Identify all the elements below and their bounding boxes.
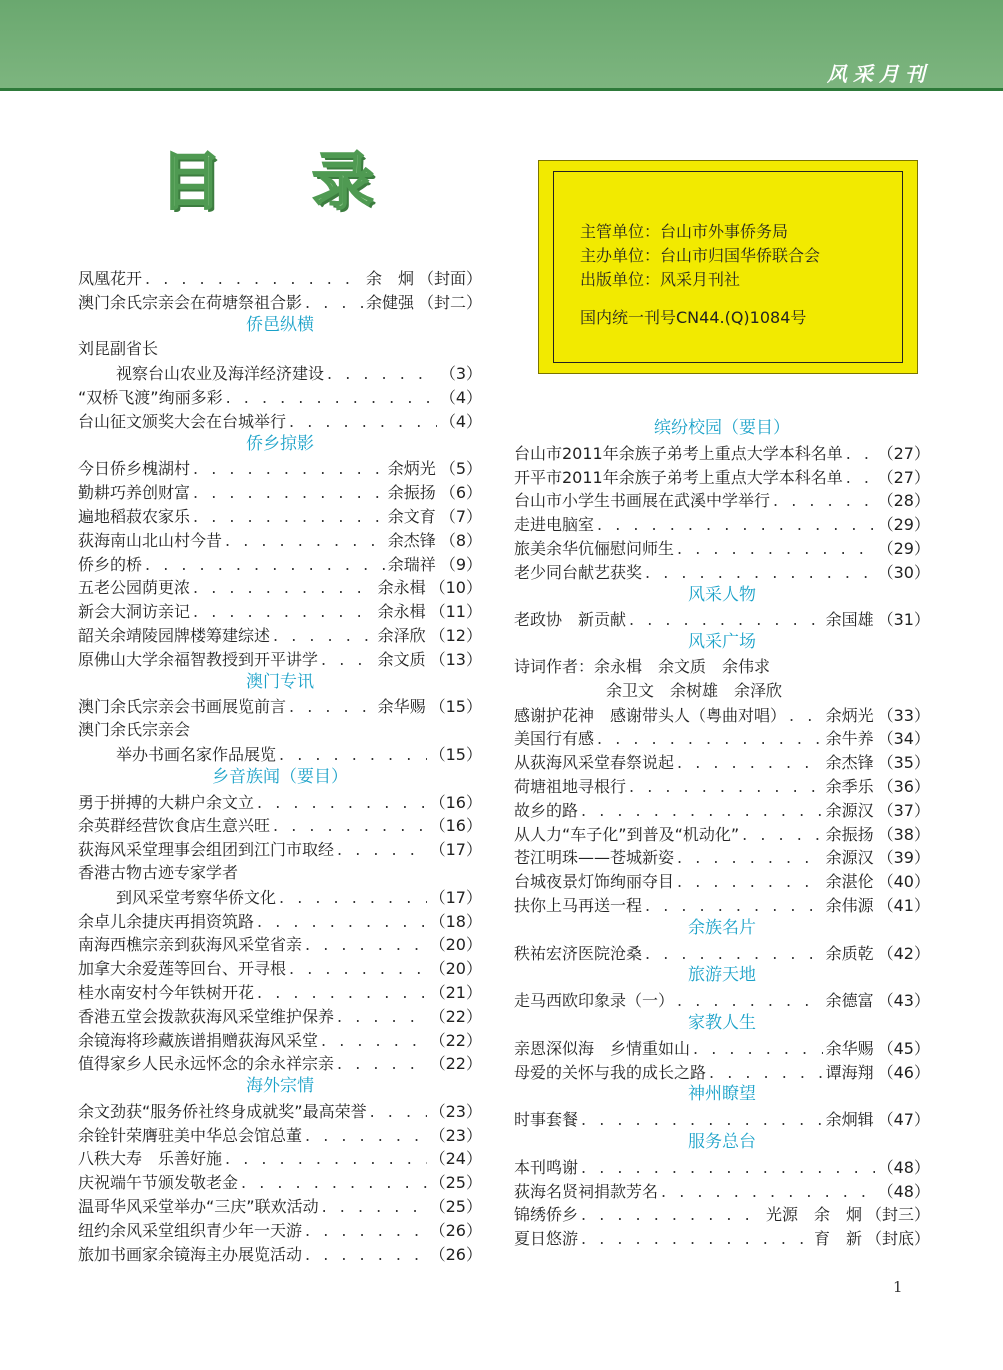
entry-author: 余杰锋 (387, 530, 436, 550)
entry-author: 余瑞祥 (387, 554, 436, 574)
toc-entry[interactable] (514, 1107, 930, 1131)
entry-page: （22） (429, 1030, 482, 1050)
entry-page: （27） (877, 467, 930, 487)
section-heading: 风采人物 (688, 584, 756, 605)
entry-author: 余振扬 (825, 824, 874, 844)
toc-entry[interactable] (78, 647, 482, 671)
entry-title: 从人力“车子化”到普及“机动化” (514, 824, 740, 844)
entry-page: （16） (429, 816, 482, 836)
entry-title: 老少同台献艺获奖 (514, 562, 643, 582)
entry-title: 感谢护花神 感谢带头人（粤曲对唱） (514, 705, 787, 725)
entry-author: 余伟源 (825, 895, 874, 915)
entry-title: 五老公园荫更浓 (78, 578, 191, 598)
toc-entry[interactable] (78, 528, 482, 552)
entry-author: 谭海翔 (825, 1062, 874, 1082)
entry-page: （17） (429, 887, 482, 907)
toc-entry[interactable] (78, 1218, 482, 1242)
toc-entry[interactable] (78, 694, 482, 718)
entry-title: 到风采堂考察华侨文化 (116, 887, 277, 907)
entry-page: （46） (877, 1062, 930, 1082)
entry-page: （20） (429, 959, 482, 979)
toc-entry[interactable] (514, 560, 930, 584)
toc-entry[interactable] (514, 536, 930, 560)
entry-page: （34） (877, 729, 930, 749)
section-heading: 余族名片 (688, 917, 756, 938)
section-heading: 神州瞭望 (688, 1084, 756, 1105)
publisher-info-box (538, 160, 918, 374)
toc-entry[interactable] (514, 941, 930, 965)
toc-entry[interactable] (514, 1226, 930, 1250)
entry-author: 余炳光 (387, 459, 436, 479)
entry-title: 新会大洞访亲记 (78, 602, 191, 622)
entry-page: （25） (429, 1173, 482, 1193)
section-heading: 乡音族闻（要目） (212, 766, 348, 787)
entry-title: 余文劲获“服务侨社终身成就奖”最高荣誉 (78, 1101, 367, 1121)
entry-title: 夏日悠游 (514, 1229, 579, 1249)
publisher-line: 出版单位：风采月刊社 (580, 270, 741, 289)
entry-title: 台城夜景灯饰绚丽夺目 (514, 872, 675, 892)
section-heading: 海外宗情 (246, 1076, 314, 1097)
entry-title: 台山市小学生书画展在武溪中学举行 (514, 491, 771, 511)
entry-title: 美国行有感 (514, 729, 595, 749)
entry-title: 余铨针荣膺驻美中华总会馆总董 (78, 1125, 303, 1145)
entry-page: （39） (877, 848, 930, 868)
entry-page: （8） (439, 530, 482, 550)
section-heading: 侨乡掠影 (246, 433, 314, 454)
toc-title: 目录 (160, 145, 465, 218)
entry-author: 余泽欣 (377, 625, 426, 645)
entry-page: （22） (429, 1054, 482, 1074)
toc-right-column (514, 417, 930, 1250)
entry-author: 余健强 (365, 292, 414, 312)
entry-title: 老政协 新贡献 (514, 610, 627, 630)
toc-entry[interactable] (78, 456, 482, 480)
section-heading: 澳门专讯 (246, 671, 314, 692)
entry-title: 台山征文颁奖大会在台城举行 (78, 411, 287, 431)
entry-title: 台山市2011年余族子弟考上重点大学本科名单 (514, 443, 843, 463)
entry-page: （10） (429, 578, 482, 598)
entry-page: （38） (877, 824, 930, 844)
entry-page: （28） (877, 491, 930, 511)
entry-author: 余文质 (377, 649, 426, 669)
entry-page: （48） (877, 1157, 930, 1177)
toc-entry[interactable] (514, 726, 930, 750)
entry-author: 余杰锋 (825, 753, 874, 773)
entry-title: 时事套餐 (514, 1110, 579, 1130)
entry-title: 母爱的关怀与我的成长之路 (514, 1062, 707, 1082)
entry-author: 余国雄 (825, 610, 874, 630)
header-divider (0, 88, 1003, 91)
entry-page: （36） (877, 776, 930, 796)
toc-entry[interactable] (514, 1036, 930, 1060)
supervisor-line: 主管单位：台山市外事侨务局 (580, 222, 789, 241)
entry-page: （23） (429, 1101, 482, 1121)
section-heading: 侨邑纵横 (246, 314, 314, 335)
entry-title: 余镜海将珍藏族谱捐赠荻海风采堂 (78, 1030, 319, 1050)
entry-title: 南海西樵宗亲到荻海风采堂省亲 (78, 935, 303, 955)
entry-author: 余 炯 (365, 269, 414, 288)
entry-page: （封二） (417, 292, 482, 312)
entry-page: （47） (877, 1110, 930, 1130)
section-heading: 缤纷校园（要目） (654, 418, 790, 438)
entry-author: 余永楫 (377, 578, 426, 598)
toc-entry[interactable] (78, 1028, 482, 1052)
entry-page: （18） (429, 911, 482, 931)
entry-page: （37） (877, 800, 930, 820)
entry-title: 八秩大寿 乐善好施 (78, 1149, 223, 1169)
toc-entry[interactable] (78, 980, 482, 1004)
entry-title: 故乡的路 (514, 800, 579, 820)
toc-entry[interactable] (78, 790, 482, 814)
entry-title: 值得家乡人民永远怀念的余永祥宗亲 (78, 1054, 335, 1074)
entry-title: 韶关余靖陵园牌楼筹建综述 (78, 625, 271, 645)
sponsor-line: 主办单位：台山市归国华侨联合会 (580, 246, 821, 265)
entry-title: 走马西欧印象录（一） (514, 991, 675, 1011)
entry-author: 余华赐 (377, 697, 426, 717)
entry-page: （31） (877, 610, 930, 630)
toc-entry[interactable] (78, 599, 482, 623)
issn-line: 国内统一刊号CN44.(Q)1084号 (580, 308, 807, 327)
entry-author: 余源汉 (825, 848, 874, 868)
entry-title: 旅加书画家余镜海主办展览活动 (78, 1244, 303, 1264)
entry-page: （15） (429, 697, 482, 717)
entry-page: （33） (877, 705, 930, 725)
entry-title: 香港五堂会拨款荻海风采堂维护保养 (78, 1006, 335, 1026)
entry-title: 庆祝端午节颁发敬老金 (78, 1173, 239, 1193)
toc-entry[interactable] (78, 1242, 482, 1266)
toc-entry[interactable] (78, 837, 482, 861)
entry-title: 荻海风采堂理事会组团到江门市取经 (78, 840, 335, 860)
entry-title: 走进电脑室 (514, 515, 595, 535)
toc-entry[interactable] (78, 504, 482, 528)
entry-page: （21） (429, 982, 482, 1002)
toc-entry[interactable] (78, 409, 482, 433)
entry-title: 侨乡的桥 (78, 554, 143, 574)
toc-entry[interactable] (78, 956, 482, 980)
entry-page: （29） (877, 515, 930, 535)
poets-line: 余卫文 余树雄 余泽欣 (606, 680, 783, 700)
entry-page: （22） (429, 1006, 482, 1026)
entry-title-line1: 刘昆副省长 (78, 339, 159, 359)
entry-page: （封三） (865, 1205, 930, 1225)
entry-title: 凤凰花开 (78, 269, 143, 288)
entry-title: 勇于拼搏的大耕户余文立 (78, 792, 255, 812)
entry-title: 遍地稻菽农家乐 (78, 506, 191, 526)
entry-author: 余炳光 (825, 705, 874, 725)
entry-title: 旅美余华伉俪慰问师生 (514, 538, 675, 558)
page-number: 1 (893, 1278, 903, 1296)
toc-entry[interactable] (78, 1194, 482, 1218)
entry-page: （41） (877, 895, 930, 915)
entry-author: 余季乐 (825, 776, 874, 796)
toc-entry[interactable] (78, 290, 482, 314)
toc-entry[interactable] (78, 480, 482, 504)
entry-page: （27） (877, 443, 930, 463)
section-heading: 风采广场 (688, 632, 756, 653)
toc-left-column (78, 266, 482, 1265)
toc-entry[interactable] (78, 1170, 482, 1194)
entry-title: 苍江明珠——苍城新姿 (514, 848, 675, 868)
toc-entry[interactable] (78, 361, 482, 385)
entry-title: 视察台山农业及海洋经济建设 (116, 364, 325, 384)
entry-author: 光源 余 炯 (765, 1205, 862, 1225)
entry-page: （25） (429, 1197, 482, 1217)
toc-entry[interactable] (78, 909, 482, 933)
entry-page: （16） (429, 792, 482, 812)
entry-page: （5） (439, 459, 482, 479)
toc-entry[interactable] (514, 869, 930, 893)
entry-page: （3） (439, 364, 482, 384)
toc-entry[interactable] (514, 465, 930, 489)
toc-entry[interactable] (514, 893, 930, 917)
toc-entry[interactable] (78, 1004, 482, 1028)
entry-title: 原佛山大学余福智教授到开平讲学 (78, 649, 319, 669)
toc-entry[interactable] (78, 623, 482, 647)
entry-author: 余华赐 (825, 1038, 874, 1058)
entry-title: 余英群经营饮食店生意兴旺 (78, 816, 271, 836)
toc-entry[interactable] (78, 575, 482, 599)
toc-entry[interactable] (78, 1051, 482, 1075)
toc-entry[interactable] (514, 1155, 930, 1179)
entry-page: （封面） (417, 269, 482, 288)
entry-title: 锦绣侨乡 (514, 1205, 579, 1225)
toc-entry[interactable] (78, 813, 482, 837)
entry-page: （7） (439, 506, 482, 526)
entry-title: 荷塘祖地寻根行 (514, 776, 627, 796)
entry-page: （4） (439, 411, 482, 431)
toc-entry[interactable] (514, 845, 930, 869)
entry-page: （12） (429, 625, 482, 645)
entry-title: “双桥飞渡”绚丽多彩 (78, 387, 223, 407)
entry-author: 余文育 (387, 506, 436, 526)
entry-title: 本刊鸣谢 (514, 1157, 579, 1177)
entry-page: （封底） (865, 1229, 930, 1249)
entry-page: （29） (877, 538, 930, 558)
entry-page: （26） (429, 1220, 482, 1240)
publisher-info-frame (553, 171, 903, 363)
entry-page: （45） (877, 1038, 930, 1058)
toc-entry[interactable] (514, 1060, 930, 1084)
entry-title: 荻海南山北山村今昔 (78, 530, 223, 550)
entry-page: （9） (439, 554, 482, 574)
entry-page: （20） (429, 935, 482, 955)
entry-author: 育 新 (813, 1229, 862, 1249)
entry-author: 余质乾 (825, 943, 874, 963)
entry-author: 余炯辑 (825, 1110, 874, 1130)
section-heading: 家教人生 (688, 1012, 756, 1033)
entry-page: （11） (429, 602, 482, 622)
toc-entry[interactable] (514, 988, 930, 1012)
entry-title: 纽约余风采堂组织青少年一天游 (78, 1220, 303, 1240)
entry-title: 举办书画名家作品展览 (116, 744, 277, 764)
entry-page: （40） (877, 872, 930, 892)
entry-author: 余牛养 (825, 729, 874, 749)
toc-entry[interactable] (514, 1179, 930, 1203)
entry-title: 澳门余氏宗亲会书画展览前言 (78, 697, 287, 717)
toc-entry[interactable] (78, 932, 482, 956)
toc-entry[interactable] (514, 488, 930, 512)
entry-page: （6） (439, 483, 482, 503)
entry-title-line1: 香港古物古迹专家学者 (78, 862, 239, 882)
entry-author: 余振扬 (387, 483, 436, 503)
entry-page: （26） (429, 1244, 482, 1264)
entry-page: （23） (429, 1125, 482, 1145)
entry-page: （17） (429, 840, 482, 860)
entry-page: （13） (429, 649, 482, 669)
toc-entry[interactable] (514, 750, 930, 774)
toc-entry[interactable] (514, 822, 930, 846)
entry-page: （24） (429, 1149, 482, 1169)
toc-entry[interactable] (514, 798, 930, 822)
entry-title: 开平市2011年余族子弟考上重点大学本科名单 (514, 467, 843, 487)
entry-author: 余湛伦 (825, 872, 874, 892)
toc-entry[interactable] (514, 512, 930, 536)
toc-entry[interactable] (514, 441, 930, 465)
toc-entry[interactable] (78, 385, 482, 409)
entry-title: 荻海名贤祠捐款芳名 (514, 1181, 659, 1201)
entry-page: （30） (877, 562, 930, 582)
entry-page: （4） (439, 387, 482, 407)
entry-author: 余永楫 (377, 602, 426, 622)
toc-entry[interactable] (78, 552, 482, 576)
toc-entry[interactable] (514, 774, 930, 798)
toc-entry[interactable] (78, 1146, 482, 1170)
toc-entry[interactable] (78, 1123, 482, 1147)
entry-author: 余源汉 (825, 800, 874, 820)
entry-title: 加拿大余爱莲等回台、开寻根 (78, 959, 287, 979)
entry-title: 勤耕巧养创财富 (78, 483, 191, 503)
entry-title: 澳门余氏宗亲会在荷塘祭祖合影 (78, 292, 303, 312)
entry-page: （35） (877, 753, 930, 773)
entry-title: 从荻海风采堂春祭说起 (514, 753, 675, 773)
toc-entry[interactable] (514, 607, 930, 631)
entry-title: 扶你上马再送一程 (514, 895, 643, 915)
toc-entry[interactable] (514, 703, 930, 727)
poets-line: 诗词作者：余永楫 余文质 余伟求 (514, 656, 771, 676)
section-heading: 服务总台 (688, 1131, 756, 1152)
entry-title-line1: 澳门余氏宗亲会 (78, 720, 191, 740)
toc-entry[interactable] (78, 742, 482, 766)
magazine-name: 风采月刊 (827, 62, 931, 86)
section-heading: 旅游天地 (688, 965, 756, 986)
toc-entry[interactable] (78, 266, 482, 290)
entry-page: （42） (877, 943, 930, 963)
toc-entry[interactable] (78, 1099, 482, 1123)
entry-title: 秩祐宏济医院沧桑 (514, 943, 643, 963)
entry-page: （48） (877, 1181, 930, 1201)
entry-title: 今日侨乡槐湖村 (78, 459, 191, 479)
entry-title: 亲恩深似海 乡情重如山 (514, 1038, 691, 1058)
toc-entry[interactable] (514, 1202, 930, 1226)
entry-page: （43） (877, 991, 930, 1011)
entry-page: （15） (429, 744, 482, 764)
toc-entry[interactable] (78, 885, 482, 909)
entry-title: 桂水南安村今年铁树开花 (78, 982, 255, 1002)
entry-title: 余卓儿余捷庆再捐资筑路 (78, 911, 255, 931)
entry-author: 余德富 (825, 991, 874, 1011)
entry-title: 温哥华风采堂举办“三庆”联欢活动 (78, 1197, 319, 1217)
